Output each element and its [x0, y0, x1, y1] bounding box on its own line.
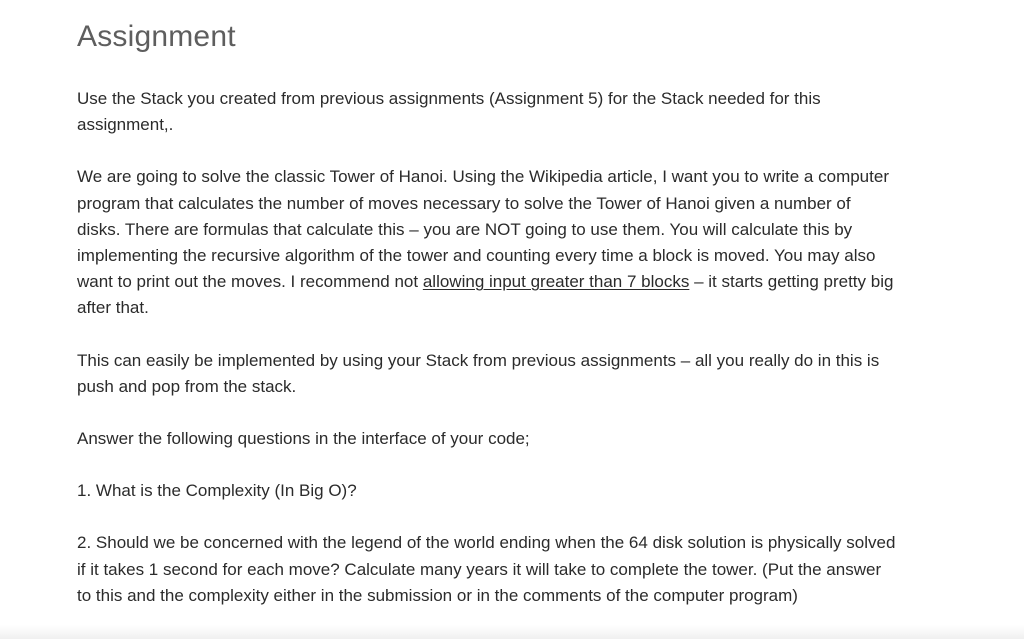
paragraph-stack-reuse: Use the Stack you created from previous assignments (Assignment 5) for the Stack needed for this assignment,. [77, 89, 821, 135]
assignment-content [77, 18, 897, 635]
question-1: 1. What is the Complexity (In Big O)? [77, 481, 357, 501]
paragraph-tower-of-hanoi [77, 164, 897, 321]
paragraph-push-pop: This can easily be implemented by using your Stack from previous assignments – all you really do in this is push and pop from the stack. [77, 350, 880, 396]
paragraph-text: – it starts getting pretty big after that. [77, 272, 894, 318]
input-limit-link[interactable]: allowing input greater than 7 blocks [422, 272, 690, 292]
page-title: Assignment [77, 20, 236, 53]
paragraph-text: We are going to solve the classic Tower of Hanoi. Using the Wikipedia article, I want you to write a computer program that calculates the number of moves necessary to solve the Tower of Hanoi given a number of disks. There are formulas that calculate this – you are NOT going to use them. You will calculate this by implementing the recursive algorithm of the tower and counting every time a block is moved. You may also want to print out the moves. I recommend not [77, 167, 889, 292]
bottom-fade [0, 625, 1024, 639]
question-2: 2. Should we be concerned with the legend of the world ending when the 64 disk solution is physically solved if it takes 1 second for each move? Calculate many years it will take to complete the tower. (Put the answer to this and the complexity either in the submission or in the comments of the computer program) [77, 533, 896, 605]
paragraph-questions-intro: Answer the following questions in the interface of your code; [77, 429, 530, 449]
